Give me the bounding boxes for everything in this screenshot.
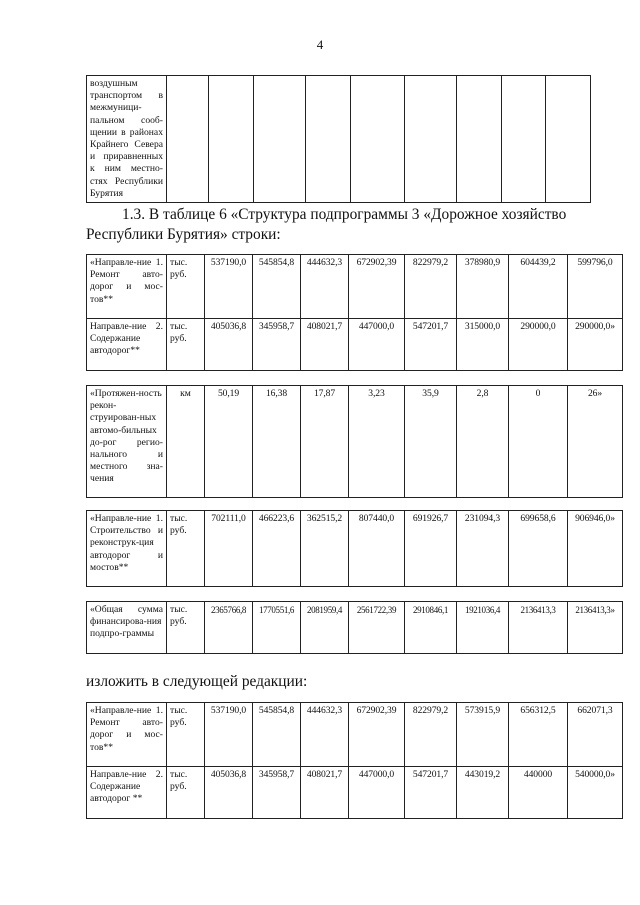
row-label: «Протяжен-ность рекон-струирован-ных автомо-бильных до-рог регио-нального и местного зна-чения [87,386,167,498]
new-edition-text: изложить в следующей редакции: [86,673,308,690]
value-cell: 1921036,4 [457,602,509,654]
value-cell: 16,38 [253,386,301,498]
empty-cell [546,76,591,203]
unit-cell: тыс. руб. [167,703,205,767]
value-cell: 50,19 [205,386,253,498]
empty-cell [502,76,546,203]
value-cell: 2081959,4 [301,602,349,654]
row-label: Направле-ние 2. Содержание автодорог ** [87,767,167,819]
value-cell: 447000,0 [349,319,405,371]
empty-cell [306,76,351,203]
value-cell: 545854,8 [253,255,301,319]
value-cell: 447000,0 [349,767,405,819]
value-cell: 656312,5 [509,703,568,767]
value-cell: 444632,3 [301,255,349,319]
value-cell: 378980,9 [457,255,509,319]
value-cell: 822979,2 [405,703,457,767]
table-row [87,319,623,371]
value-cell: 540000,0» [568,767,623,819]
value-cell: 0 [509,386,568,498]
value-cell: 599796,0 [568,255,623,319]
table-row [87,767,623,819]
old-directions-table [86,254,623,371]
section-heading-line2: Республики Бурятия» строки: [86,226,281,243]
table-row [87,386,623,498]
value-cell: 2561722,39 [349,602,405,654]
value-cell: 444632,3 [301,703,349,767]
value-cell: 2136413,3 [509,602,568,654]
row-label: «Направле-ние 1. Ремонт авто-дорог и мос-тов** [87,255,167,319]
value-cell: 362515,2 [301,511,349,587]
value-cell: 699658,6 [509,511,568,587]
value-cell: 906946,0» [568,511,623,587]
value-cell: 537190,0 [205,703,253,767]
table-row [87,602,623,654]
empty-cell [209,76,254,203]
unit-cell: км [167,386,205,498]
unit-cell: тыс. руб. [167,602,205,654]
table-row [87,76,591,203]
page-number: 4 [316,37,324,52]
value-cell: 466223,6 [253,511,301,587]
value-cell: 405036,8 [205,767,253,819]
value-cell: 662071,3 [568,703,623,767]
value-cell: 231094,3 [457,511,509,587]
table-row [87,511,623,587]
value-cell: 2910846,1 [405,602,457,654]
value-cell: 537190,0 [205,255,253,319]
value-cell: 2,8 [457,386,509,498]
unit-cell: тыс. руб. [167,511,205,587]
row-label: Направле-ние 2. Содержание автодорог** [87,319,167,371]
value-cell: 672902,39 [349,255,405,319]
value-cell: 17,87 [301,386,349,498]
value-cell: 440000 [509,767,568,819]
value-cell: 408021,7 [301,767,349,819]
continuation-table [86,75,591,203]
empty-cell [254,76,306,203]
row-label: «Направле-ние 1. Строительство и реконструк-ция автодорог и мостов** [87,511,167,587]
value-cell: 691926,7 [405,511,457,587]
empty-cell [351,76,405,203]
unit-cell: тыс. руб. [167,319,205,371]
value-cell: 345958,7 [253,767,301,819]
row-label: «Направле-ние 1. Ремонт авто-дорог и мос-тов** [87,703,167,767]
value-cell: 345958,7 [253,319,301,371]
value-cell: 573915,9 [457,703,509,767]
value-cell: 290000,0» [568,319,623,371]
total-funding-table [86,601,623,654]
value-cell: 2136413,3» [568,602,623,654]
section-heading-line1: 1.3. В таблице 6 «Структура подпрограммы 3 «Дорожное хозяйство [122,206,567,223]
value-cell: 822979,2 [405,255,457,319]
value-cell: 3,23 [349,386,405,498]
value-cell: 807440,0 [349,511,405,587]
value-cell: 26» [568,386,623,498]
row-label: воздушным транспортом в межмуници-пальном сооб-щении в районах Крайнего Севера и приравненных к ним местно-стях Республики Бурятия [87,76,167,203]
value-cell: 405036,8 [205,319,253,371]
construction-table [86,510,623,587]
empty-cell [457,76,502,203]
row-label: «Общая сумма финансирова-ния подпро-граммы [87,602,167,654]
value-cell: 443019,2 [457,767,509,819]
road-length-table [86,385,623,498]
value-cell: 1770551,6 [253,602,301,654]
value-cell: 408021,7 [301,319,349,371]
value-cell: 35,9 [405,386,457,498]
value-cell: 604439,2 [509,255,568,319]
empty-cell [405,76,457,203]
value-cell: 545854,8 [253,703,301,767]
value-cell: 672902,39 [349,703,405,767]
value-cell: 547201,7 [405,319,457,371]
unit-cell: тыс. руб. [167,767,205,819]
table-row [87,703,623,767]
unit-cell: тыс. руб. [167,255,205,319]
value-cell: 290000,0 [509,319,568,371]
table-row [87,255,623,319]
value-cell: 315000,0 [457,319,509,371]
value-cell: 702111,0 [205,511,253,587]
value-cell: 547201,7 [405,767,457,819]
new-directions-table [86,702,623,819]
value-cell: 2365766,8 [205,602,253,654]
empty-cell [167,76,209,203]
